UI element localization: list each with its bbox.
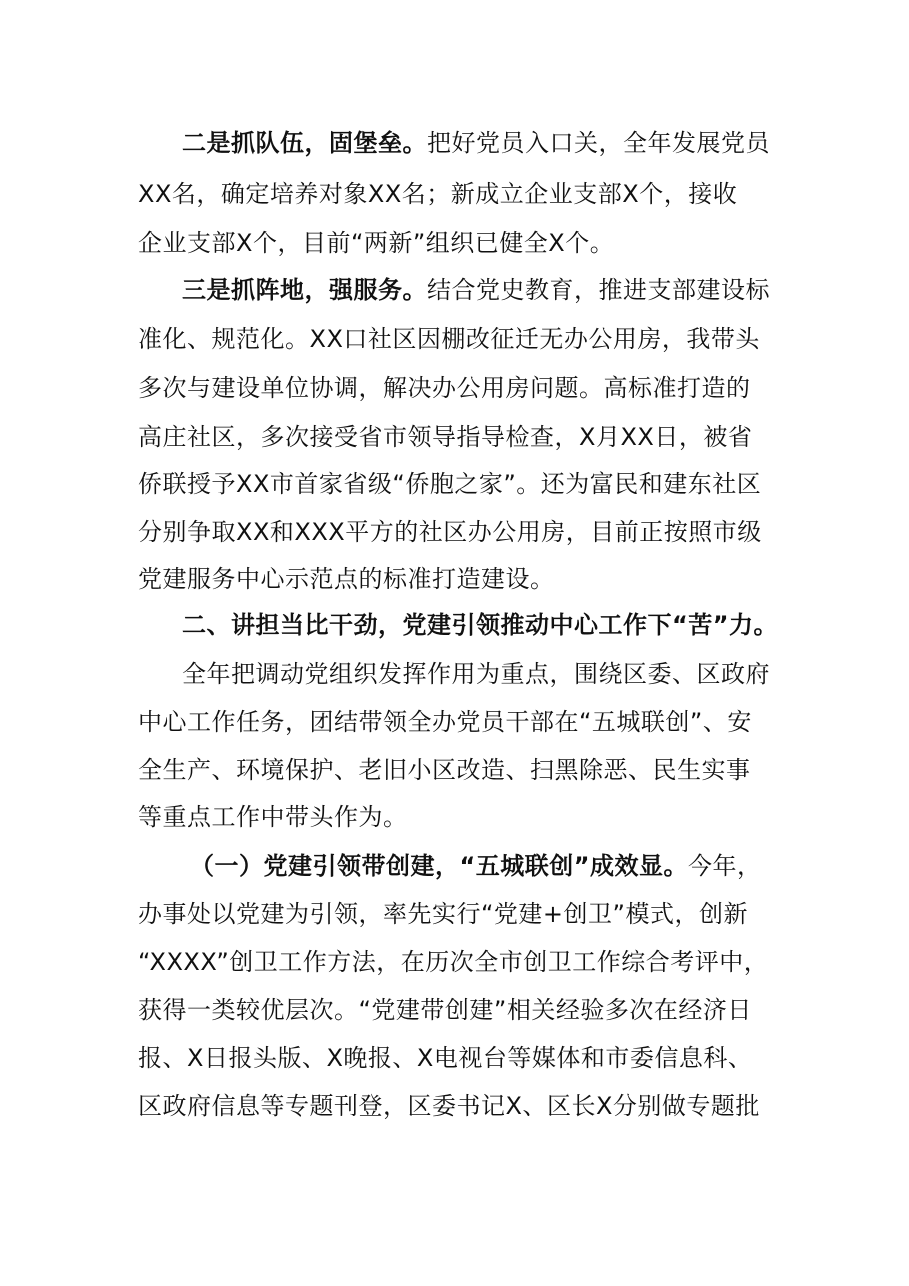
paragraph-3-line-1: 全年把调动党组织发挥作用为重点，围绕区委、区政府 [182,660,770,688]
paragraph-3-line-3: 全生产、环境保护、老旧小区改造、扫黑除恶、民生实事 [138,756,751,784]
paragraph-2-heading: 三是抓阵地，强服务。 [182,276,427,304]
paragraph-3-line-2: 中心工作任务，团结带领全办党员干部在“五城联创”、安 [138,708,752,736]
paragraph-4-line-3: “XXXX”创卫工作方法，在历次全市创卫工作综合考评中， [138,948,769,976]
paragraph-4-line-6: 区政府信息等专题刊登，区委书记X、区长X分别做专题批 [138,1092,760,1120]
paragraph-4-heading: （一）党建引领带创建，“五城联创”成效显。 [190,852,689,880]
paragraph-4-line-1 [190,851,762,881]
section-heading: 二、讲担当比干劲，党建引领推动中心工作下“苦”力。 [182,611,779,639]
paragraph-2-line-4: 高庄社区，多次接受省市领导指导检查，X月XX日，被省 [138,423,753,451]
paragraph-1-line-2: XX名，确定培养对象XX名；新成立企业支部X个，接收 [138,180,738,208]
paragraph-4-text: 今年， [688,852,762,880]
paragraph-1-heading: 二是抓队伍，固堡垒。 [182,129,427,157]
paragraph-1-text: 把好党员入口关，全年发展党员 [427,129,770,157]
paragraph-2-line-7: 党建服务中心示范点的标准打造建设。 [138,565,555,593]
paragraph-3-line-4: 等重点工作中带头作为。 [138,803,408,831]
paragraph-4-line-2: 办事处以党建为引领，率先实行“党建+创卫”模式，创新 [138,900,748,928]
paragraph-4-line-4: 获得一类较优层次。“党建带创建”相关经验多次在经济日 [138,996,752,1024]
paragraph-2-line-6: 分别争取XX和XXX平方的社区办公用房，目前正按照市级 [138,518,762,546]
paragraph-2-line-5: 侨联授予XX市首家省级“侨胞之家”。还为富民和建东社区 [138,470,762,498]
paragraph-2-line-3: 多次与建设单位协调，解决办公用房问题。高标准打造的 [138,374,751,402]
paragraph-1-line-3: 企业支部X个，目前“两新”组织已健全X个。 [138,229,615,257]
paragraph-1-line-1 [182,128,770,158]
paragraph-4-line-5: 报、X日报头版、X晚报、X电视台等媒体和市委信息科、 [138,1044,753,1072]
paragraph-2-line-1 [182,275,770,305]
paragraph-2-text: 结合党史教育，推进支部建设标 [427,276,770,304]
paragraph-2-line-2: 准化、规范化。XX口社区因棚改征迁无办公用房，我带头 [138,325,760,353]
